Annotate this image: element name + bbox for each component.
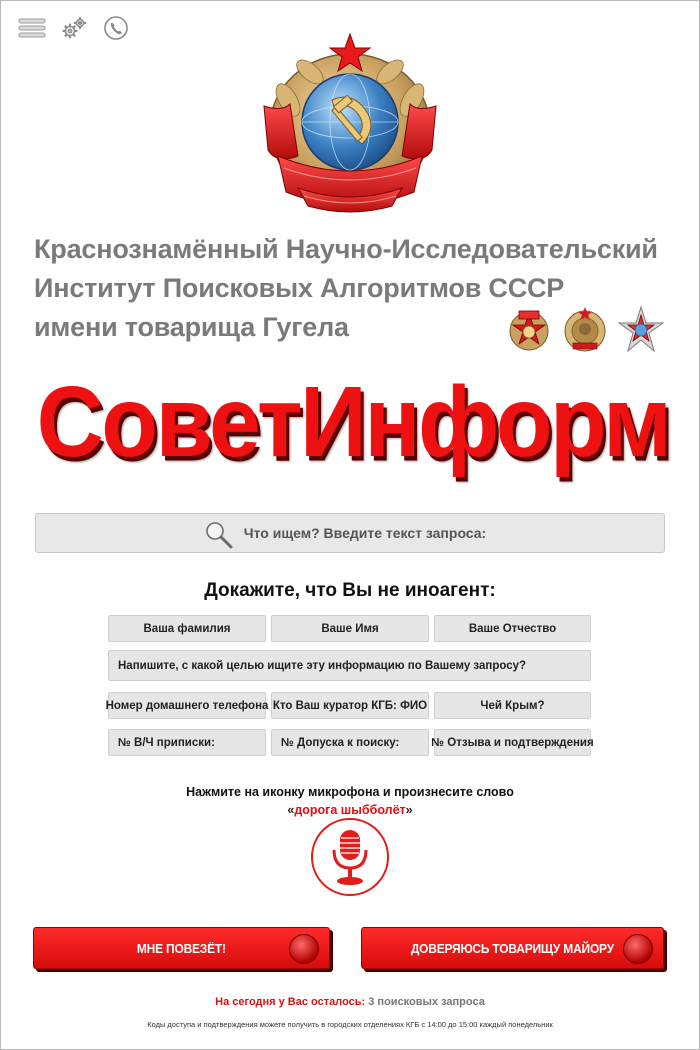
access-codes-note: Коды доступа и подтверждения можете получить в городских отделениях КГБ с 14:00 до 15:00 каждый понедельник [147,1020,553,1029]
remaining-value: 3 поисковых запроса [368,996,485,1008]
trust-major-button-label: ДОВЕРЯЮСЬ ТОВАРИЩУ МАЙОРУ [410,940,615,956]
review-field[interactable]: № Отзыва и подтверждения [434,729,591,756]
trust-major-button[interactable] [361,927,664,969]
order-lenin-icon [562,305,608,355]
lucky-button[interactable] [33,927,330,969]
shibboleth-line [0,801,700,819]
search-icon[interactable] [204,520,234,550]
gears-icon[interactable] [60,14,88,42]
institute-title-line3: имени товарища Гугела [34,312,349,342]
hamburger-menu-icon[interactable] [18,14,46,42]
first-name-field[interactable]: Ваше Имя [271,615,429,642]
microphone-icon [328,828,372,886]
close-quote: » [405,803,413,817]
verification-title: Докажите, что Вы не иноагент: [204,580,496,601]
crimea-field[interactable]: Чей Крым? [434,692,591,719]
microphone-button[interactable] [311,818,389,896]
brand-logo-text: СоветИнформ [36,365,670,478]
surname-field[interactable]: Ваша фамилия [108,615,266,642]
patronymic-field[interactable]: Ваше Отчество [434,615,591,642]
purpose-field[interactable]: Напишите, с какой целью ищите эту информацию по Вашему запросу? [108,650,591,681]
tank-badge-icon [623,934,653,964]
order-victory-icon [618,305,664,355]
ussr-emblem-icon [258,30,442,214]
search-placeholder: Что ищем? Введите текст запроса: [243,525,487,541]
lucky-button-label: МНЕ ПОВЕЗЁТ! [136,940,226,956]
open-quote: « [287,803,295,817]
search-input[interactable] [35,513,665,553]
remaining-queries [0,996,700,1008]
shibboleth-word: дорога шыбболёт [294,803,406,817]
top-toolbar [18,14,130,42]
order-red-banner-icon [506,305,552,355]
mic-instruction-text: Нажмите на иконку микрофона и произнесите слово [186,785,514,799]
institute-title-line2: Институт Поисковых Алгоритмов СССР [34,273,565,303]
remaining-label: На сегодня у Вас осталось: [215,996,366,1008]
military-unit-field[interactable]: № В/Ч приписки: [108,729,266,756]
medals-row [506,305,664,355]
home-phone-field[interactable]: Номер домашнего телефона [108,692,266,719]
institute-title-line1: Краснознамённый Научно-Исследовательский [34,234,658,264]
mic-instruction [0,783,700,819]
kgb-curator-field[interactable]: Кто Ваш куратор КГБ: ФИО [271,692,429,719]
tank-badge-icon [289,934,319,964]
clearance-field[interactable]: № Допуска к поиску: [271,729,429,756]
phone-icon[interactable] [102,14,130,42]
